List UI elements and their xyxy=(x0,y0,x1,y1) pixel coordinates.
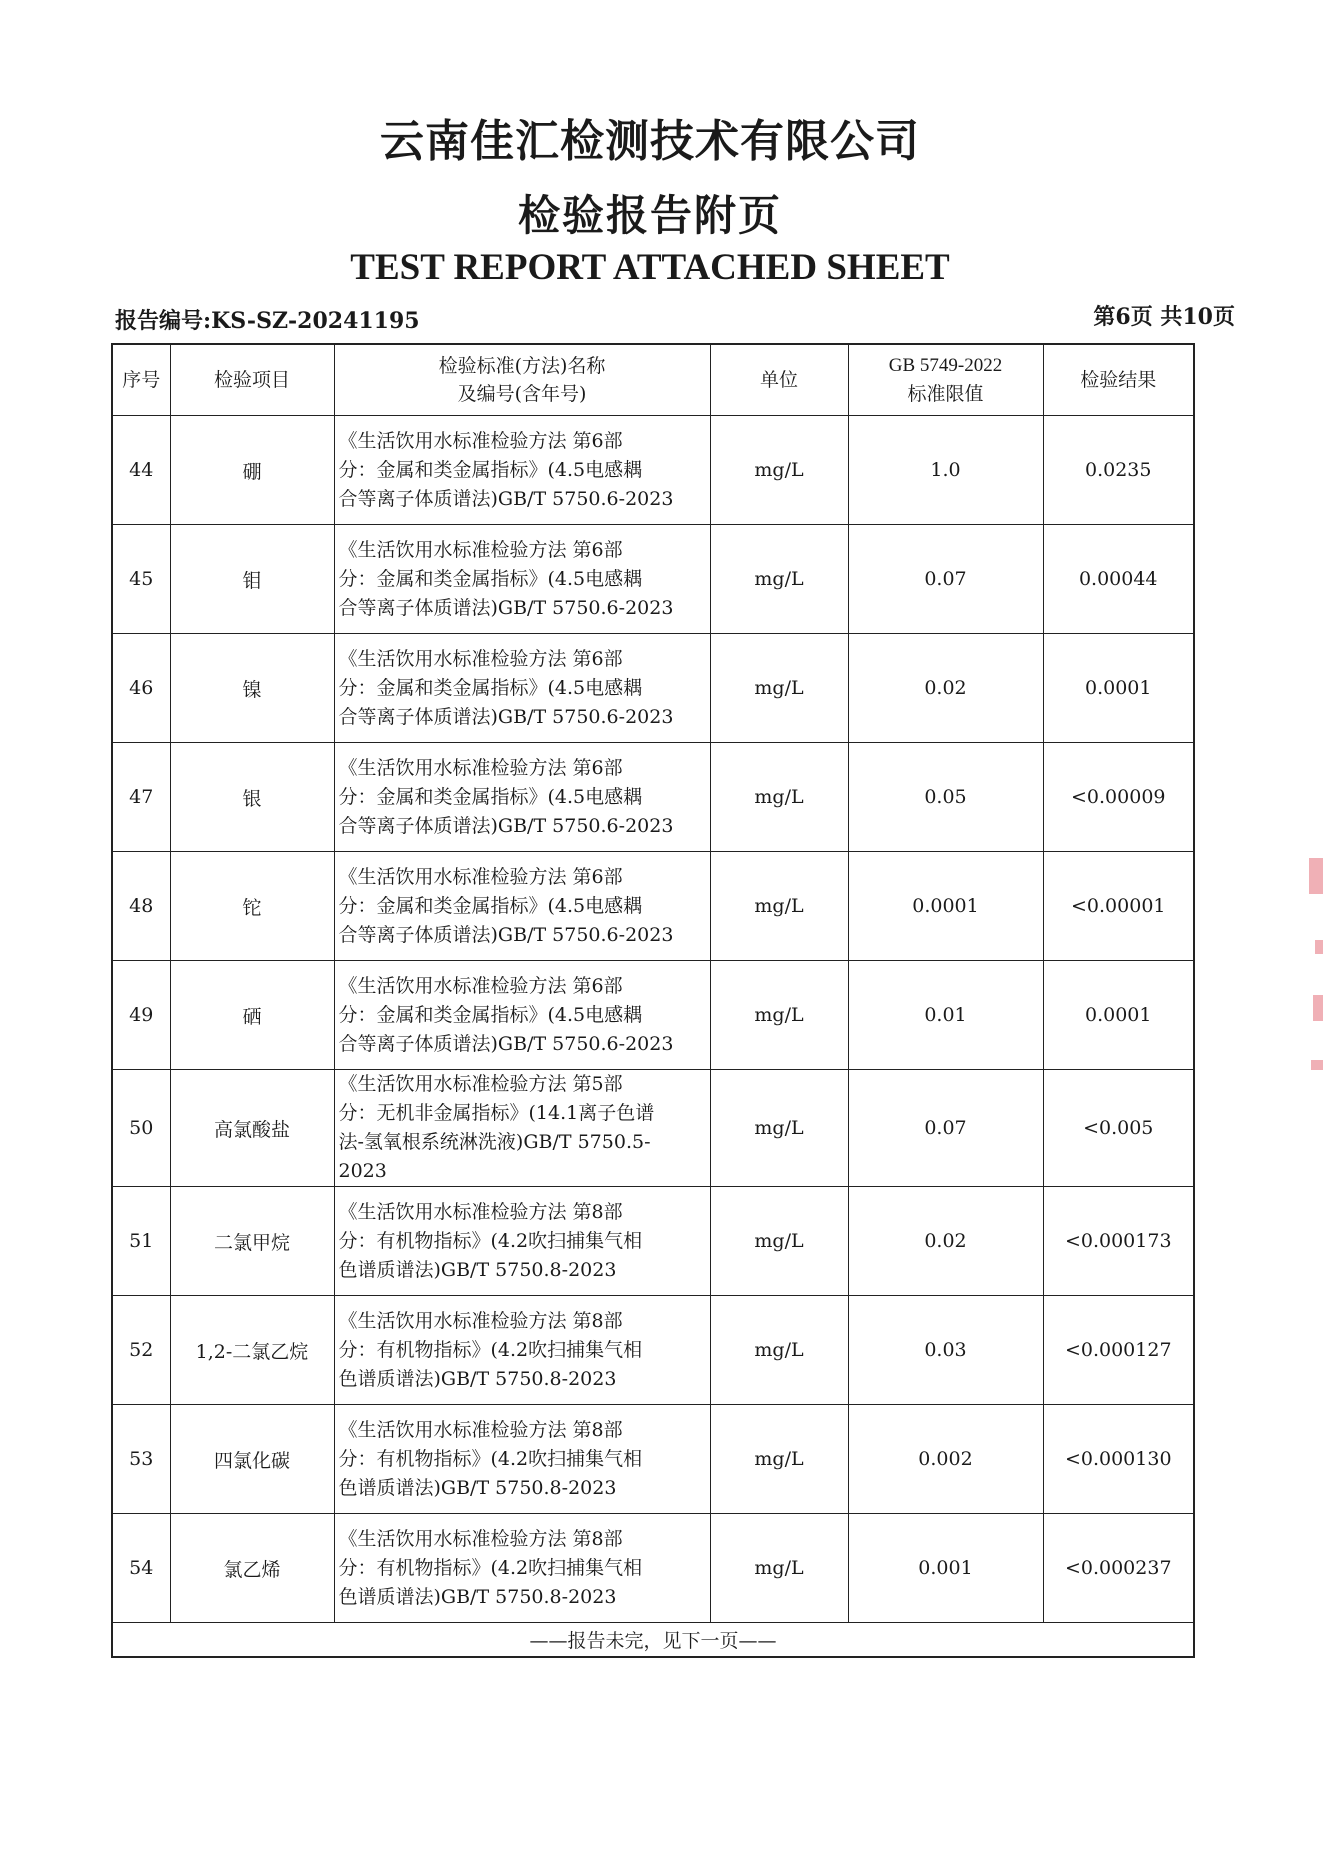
seal-fragment xyxy=(1311,1060,1323,1070)
cell-seq: 45 xyxy=(112,525,170,634)
cell-seq: 44 xyxy=(112,416,170,525)
cell-item: 二氯甲烷 xyxy=(170,1187,334,1296)
method-line: 《生活饮用水标准检验方法 第8部 xyxy=(338,1309,623,1332)
cell-unit: mg/L xyxy=(710,961,848,1070)
cell-unit: mg/L xyxy=(710,1187,848,1296)
method-line: 分：金属和类金属指标》(4.5电感耦 xyxy=(338,458,643,481)
cell-seq: 50 xyxy=(112,1070,170,1187)
col-header-unit: 单位 xyxy=(710,344,848,416)
cell-unit: mg/L xyxy=(710,416,848,525)
method-line: 色谱质谱法)GB/T 5750.8-2023 xyxy=(338,1585,617,1608)
cell-unit: mg/L xyxy=(710,1405,848,1514)
cell-result: 0.00044 xyxy=(1043,525,1194,634)
method-line: 合等离子体质谱法)GB/T 5750.6-2023 xyxy=(338,487,674,510)
cell-method xyxy=(334,852,710,961)
cell-method xyxy=(334,525,710,634)
method-line: 分：有机物指标》(4.2吹扫捕集气相 xyxy=(338,1447,643,1470)
method-line: 合等离子体质谱法)GB/T 5750.6-2023 xyxy=(338,814,674,837)
table-row xyxy=(112,743,1194,852)
cell-seq: 52 xyxy=(112,1296,170,1405)
table-footer-row xyxy=(112,1623,1194,1658)
cell-seq: 53 xyxy=(112,1405,170,1514)
cell-item: 氯乙烯 xyxy=(170,1514,334,1623)
col-header-method-line2: 及编号(含年号) xyxy=(457,383,587,405)
cell-method xyxy=(334,961,710,1070)
cell-seq: 47 xyxy=(112,743,170,852)
cell-seq: 54 xyxy=(112,1514,170,1623)
cell-item: 硼 xyxy=(170,416,334,525)
method-line: 色谱质谱法)GB/T 5750.8-2023 xyxy=(338,1258,617,1281)
col-header-method xyxy=(334,344,710,416)
company-name: 云南佳汇检测技术有限公司 xyxy=(380,116,920,167)
method-line: 分：金属和类金属指标》(4.5电感耦 xyxy=(338,676,643,699)
method-line: 色谱质谱法)GB/T 5750.8-2023 xyxy=(338,1476,617,1499)
cell-limit: 0.0001 xyxy=(848,852,1043,961)
method-line: 《生活饮用水标准检验方法 第6部 xyxy=(338,647,623,670)
cell-seq: 48 xyxy=(112,852,170,961)
cell-result: <0.000130 xyxy=(1043,1405,1194,1514)
method-line: 《生活饮用水标准检验方法 第6部 xyxy=(338,538,623,561)
cell-method xyxy=(334,743,710,852)
table-row xyxy=(112,634,1194,743)
method-line: 《生活饮用水标准检验方法 第6部 xyxy=(338,974,623,997)
cell-seq: 49 xyxy=(112,961,170,1070)
cell-limit: 0.07 xyxy=(848,1070,1043,1187)
cell-result: <0.000127 xyxy=(1043,1296,1194,1405)
cell-limit: 0.02 xyxy=(848,634,1043,743)
table-row xyxy=(112,1070,1194,1187)
table-row xyxy=(112,852,1194,961)
method-line: 分：有机物指标》(4.2吹扫捕集气相 xyxy=(338,1556,643,1579)
cell-item: 银 xyxy=(170,743,334,852)
cell-item: 铊 xyxy=(170,852,334,961)
cell-result: 0.0001 xyxy=(1043,961,1194,1070)
cell-method xyxy=(334,1405,710,1514)
results-table xyxy=(111,343,1195,1658)
col-header-result: 检验结果 xyxy=(1043,344,1194,416)
cell-result: <0.00001 xyxy=(1043,852,1194,961)
report-number: 报告编号:KS-SZ-20241195 xyxy=(115,308,420,334)
cell-limit: 0.001 xyxy=(848,1514,1043,1623)
col-header-item: 检验项目 xyxy=(170,344,334,416)
method-line: 分：金属和类金属指标》(4.5电感耦 xyxy=(338,1003,643,1026)
col-header-limit-line1: GB 5749-2022 xyxy=(888,355,1003,376)
table-row xyxy=(112,1514,1194,1623)
cell-method xyxy=(334,1187,710,1296)
cell-limit: 0.002 xyxy=(848,1405,1043,1514)
table-row xyxy=(112,416,1194,525)
cell-seq: 51 xyxy=(112,1187,170,1296)
report-title-cn: 检验报告附页 xyxy=(517,191,782,240)
cell-method xyxy=(334,1296,710,1405)
cell-result: <0.005 xyxy=(1043,1070,1194,1187)
method-line: 合等离子体质谱法)GB/T 5750.6-2023 xyxy=(338,1032,674,1055)
cell-result: 0.0001 xyxy=(1043,634,1194,743)
table-row xyxy=(112,961,1194,1070)
cell-result: <0.00009 xyxy=(1043,743,1194,852)
method-line: 分：有机物指标》(4.2吹扫捕集气相 xyxy=(338,1229,643,1252)
col-header-limit-line2: 标准限值 xyxy=(907,383,984,405)
table-row xyxy=(112,1296,1194,1405)
table-header-row xyxy=(112,344,1194,416)
continued-note: ——报告未完，见下一页—— xyxy=(112,1623,1194,1658)
table-row xyxy=(112,525,1194,634)
cell-method xyxy=(334,1070,710,1187)
method-line: 分：金属和类金属指标》(4.5电感耦 xyxy=(338,567,643,590)
seal-fragment xyxy=(1309,858,1323,894)
col-header-limit xyxy=(848,344,1043,416)
cell-unit: mg/L xyxy=(710,1070,848,1187)
col-header-method-line1: 检验标准(方法)名称 xyxy=(438,355,606,377)
method-line: 合等离子体质谱法)GB/T 5750.6-2023 xyxy=(338,596,674,619)
method-line: 《生活饮用水标准检验方法 第8部 xyxy=(338,1200,623,1223)
cell-limit: 0.01 xyxy=(848,961,1043,1070)
method-line: 分：无机非金属指标》(14.1离子色谱 xyxy=(338,1102,655,1124)
cell-limit: 0.07 xyxy=(848,525,1043,634)
cell-unit: mg/L xyxy=(710,743,848,852)
method-line: 《生活饮用水标准检验方法 第5部 xyxy=(338,1073,623,1095)
table-row xyxy=(112,1187,1194,1296)
cell-unit: mg/L xyxy=(710,1296,848,1405)
cell-limit: 0.02 xyxy=(848,1187,1043,1296)
cell-unit: mg/L xyxy=(710,852,848,961)
method-line: 2023 xyxy=(338,1160,387,1182)
col-header-seq: 序号 xyxy=(112,344,170,416)
method-line: 《生活饮用水标准检验方法 第6部 xyxy=(338,865,623,888)
cell-method xyxy=(334,634,710,743)
cell-seq: 46 xyxy=(112,634,170,743)
cell-limit: 0.05 xyxy=(848,743,1043,852)
cell-limit: 1.0 xyxy=(848,416,1043,525)
table-row xyxy=(112,1405,1194,1514)
cell-limit: 0.03 xyxy=(848,1296,1043,1405)
method-line: 色谱质谱法)GB/T 5750.8-2023 xyxy=(338,1367,617,1390)
method-line: 《生活饮用水标准检验方法 第8部 xyxy=(338,1418,623,1441)
cell-method xyxy=(334,416,710,525)
method-line: 分：有机物指标》(4.2吹扫捕集气相 xyxy=(338,1338,643,1361)
cell-unit: mg/L xyxy=(710,525,848,634)
cell-result: <0.000173 xyxy=(1043,1187,1194,1296)
cell-item: 硒 xyxy=(170,961,334,1070)
method-line: 法-氢氧根系统淋洗液)GB/T 5750.5- xyxy=(338,1131,651,1153)
cell-method xyxy=(334,1514,710,1623)
report-title-en: TEST REPORT ATTACHED SHEET xyxy=(350,247,950,288)
method-line: 《生活饮用水标准检验方法 第8部 xyxy=(338,1527,623,1550)
method-line: 分：金属和类金属指标》(4.5电感耦 xyxy=(338,785,643,808)
table-body xyxy=(112,416,1194,1623)
cell-item: 四氯化碳 xyxy=(170,1405,334,1514)
method-line: 合等离子体质谱法)GB/T 5750.6-2023 xyxy=(338,705,674,728)
cell-item: 镍 xyxy=(170,634,334,743)
method-line: 分：金属和类金属指标》(4.5电感耦 xyxy=(338,894,643,917)
method-line: 《生活饮用水标准检验方法 第6部 xyxy=(338,429,623,452)
cell-item: 1,2-二氯乙烷 xyxy=(170,1296,334,1405)
seal-fragment xyxy=(1313,995,1323,1021)
cell-item: 高氯酸盐 xyxy=(170,1070,334,1187)
cell-result: <0.000237 xyxy=(1043,1514,1194,1623)
method-line: 合等离子体质谱法)GB/T 5750.6-2023 xyxy=(338,923,674,946)
cell-unit: mg/L xyxy=(710,1514,848,1623)
page-indicator: 第6页 共10页 xyxy=(1093,304,1235,330)
cell-item: 钼 xyxy=(170,525,334,634)
cell-unit: mg/L xyxy=(710,634,848,743)
seal-fragment xyxy=(1315,940,1323,954)
cell-result: 0.0235 xyxy=(1043,416,1194,525)
method-line: 《生活饮用水标准检验方法 第6部 xyxy=(338,756,623,779)
